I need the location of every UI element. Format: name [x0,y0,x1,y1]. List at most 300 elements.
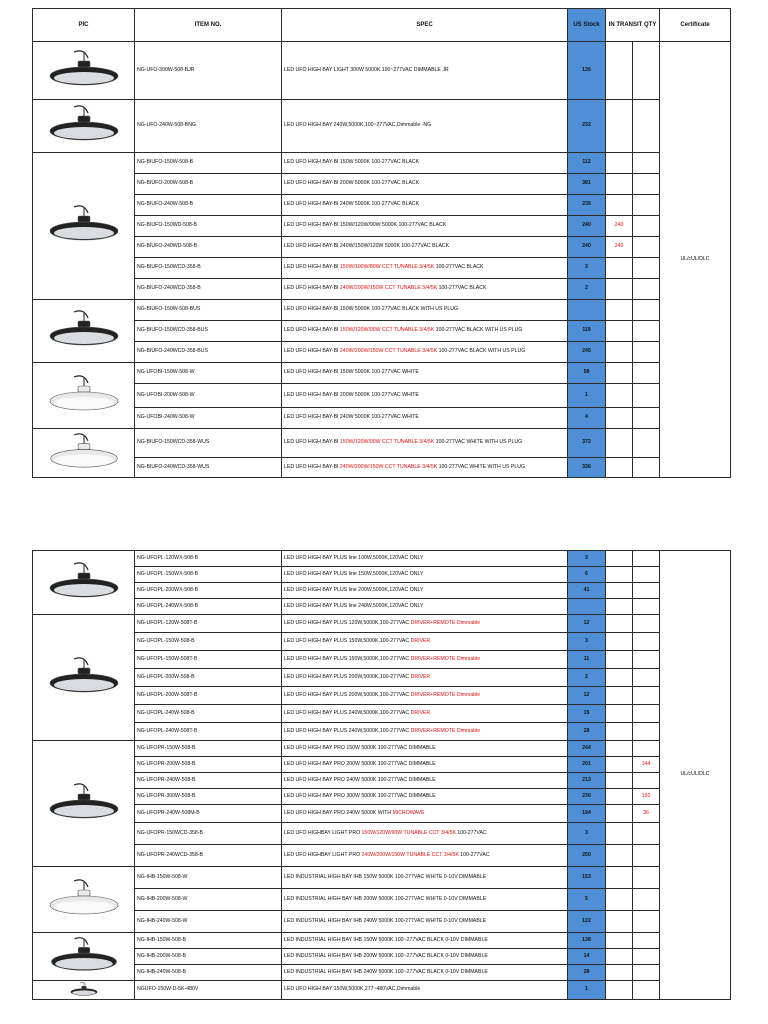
in-transit-qty [633,342,660,363]
spec-text: LED UFO HIGH BAY-BI [284,285,340,292]
item-number: NG-UFOPL-240W-508T-B [135,723,282,741]
item-number: NG-UFOPL-200W-508T-B [135,687,282,705]
spec: LED UFO HIGH BAY PRO 240W 5000K 100-277VAC DIMMABLE [282,773,568,789]
table-row [33,342,731,363]
spec [282,342,568,363]
in-transit-qty [633,100,660,153]
table-row [33,615,731,633]
table-row [33,216,731,237]
high-bay-light-icon [44,373,124,419]
in-transit-qty [633,195,660,216]
table-row [33,458,731,478]
in-transit-qty [606,889,633,911]
spec: LED UFO HIGH BAY PLUS line 240W,5000K,120VAC ONLY [282,599,568,615]
high-bay-light-icon [44,877,124,923]
us-stock: 41 [568,583,606,599]
item-number: NGUFO-150W-D-5K-480V [135,981,282,1000]
table-row [33,363,731,384]
in-transit-qty [606,599,633,615]
table-row [33,757,731,773]
in-transit-qty [633,279,660,300]
spec-text: LED UFO HIGH BAY PLUS 200W,5000K,100-277VAC [284,673,411,680]
us-stock: 12 [568,687,606,705]
item-number: NG-BIUFO-240WCD-358-BUS [135,342,282,363]
spec-highlight: 240W/200W/150W CCT TUNABLE 3/4/5K [339,463,438,470]
spec-text: 100-277VAC BLACK WITH US PLUG [437,348,526,355]
spec [282,429,568,458]
in-transit-qty [606,429,633,458]
item-number: NG-UFOPR-300W-508-B [135,789,282,805]
in-transit-qty [633,363,660,384]
product-table-1 [32,8,731,478]
in-transit-qty [633,300,660,321]
us-stock: 372 [568,429,606,458]
table-row [33,384,731,408]
item-number: NG-UFO-300W-508-BJR [135,42,282,100]
in-transit-qty [606,845,633,867]
table-row [33,279,731,300]
us-stock [568,599,606,615]
item-number: NG-UFOPL-120WX-508-B [135,551,282,567]
product-picture [33,42,135,100]
in-transit-qty [606,789,633,805]
spec: LED INDUSTRIAL HIGH BAY IHB 240W 5000K 100~277VAC BLACK 0-10V DIMMABLE [282,965,568,981]
us-stock: 3 [568,258,606,279]
item-number: NG-UFOPR-240WCD-358-B [135,845,282,867]
us-stock: 153 [568,867,606,889]
us-stock: 4 [568,408,606,429]
table-row [33,823,731,845]
spec: LED INDUSTRIAL HIGH BAY IHB 240W 5000K 100-277VAC WHITE 0-10V DIMMABLE [282,911,568,933]
in-transit-qty [606,100,633,153]
spec-highlight: 150W/120W/90W CCT TUNABLE 3/4/5K [339,327,435,334]
spec [282,615,568,633]
in-transit-qty [606,258,633,279]
us-stock: 3 [568,633,606,651]
us-stock: 245 [568,342,606,363]
header-pic: PIC [33,9,135,42]
in-transit-qty [633,384,660,408]
high-bay-light-icon [44,203,124,249]
spec-text: LED UFO HIGH BAY PLUS 150W,5000K,100-277VAC [284,655,411,662]
item-number: NG-UFOPR-150WCD-358-B [135,823,282,845]
us-stock: 244 [568,741,606,757]
in-transit-qty [606,911,633,933]
in-transit-qty: 240 [606,216,633,237]
high-bay-light-icon [44,431,124,476]
table-row [33,567,731,583]
in-transit-qty [606,42,633,100]
item-number: NG-UFOPL-120W-508T-B [135,615,282,633]
in-transit-qty [633,981,660,1000]
in-transit-qty [633,174,660,195]
spec [282,669,568,687]
item-number: NG-IHB-200W-508-W [135,889,282,911]
spec [282,279,568,300]
us-stock: 230 [568,789,606,805]
us-stock: 3 [568,823,606,845]
in-transit-qty [633,773,660,789]
spec: LED UFO HIGH BAY PLUS line 100W,5000K,120VAC ONLY [282,551,568,567]
spec-text: 100-277VAC [455,829,487,836]
spec: LED UFO HIGH BAY 240W,5000K,100~277VAC,Dimmable -NG [282,100,568,153]
in-transit-qty [606,805,633,823]
product-picture [33,867,135,933]
item-number: NG-UFOPL-150WX-508-B [135,567,282,583]
spec: LED UFO HIGH BAY-BI 150W 5000K 100-277VAC WHITE [282,363,568,384]
spec-highlight: DRIVER [410,709,431,716]
spec: LED UFO HIGH BAY-BI 200W 5000K 100-277VAC WHITE [282,384,568,408]
in-transit-qty [633,153,660,174]
in-transit-qty [633,669,660,687]
product-table-2 [32,550,731,1000]
us-stock: 235 [568,195,606,216]
table-row [33,773,731,789]
us-stock: 2 [568,279,606,300]
in-transit-qty [606,615,633,633]
spec-highlight: DRIVER+REMOTE Dimmable [410,619,481,626]
spec [282,823,568,845]
in-transit-qty [633,408,660,429]
spec: LED UFO HIGH BAY PRO 200W 5000K 100-277VAC DIMMABLE [282,757,568,773]
us-stock: 28 [568,965,606,981]
in-transit-qty [633,258,660,279]
table-row [33,723,731,741]
table-row [33,669,731,687]
item-number: NG-UFOPL-150W-508-B [135,633,282,651]
us-stock: 12 [568,615,606,633]
certificate: UL/cUL/DLC [660,42,731,478]
us-stock: 58 [568,363,606,384]
spec: LED INDUSTRIAL HIGH BAY IHB 150W 5000K 100-277VAC WHITE 0-10V DIMMABLE [282,867,568,889]
in-transit-qty [633,567,660,583]
in-transit-qty [606,965,633,981]
in-transit-qty [633,237,660,258]
item-number: NG-BIUFO-240WCD-358-WUS [135,458,282,478]
in-transit-qty [606,567,633,583]
us-stock: 240 [568,216,606,237]
us-stock: 381 [568,174,606,195]
us-stock: 119 [568,321,606,342]
spec [282,705,568,723]
table-row [33,805,731,823]
item-number: NG-IHB-240W-508-B [135,965,282,981]
high-bay-light-icon [44,935,124,979]
in-transit-qty: 150 [633,789,660,805]
us-stock: 240 [568,237,606,258]
header-in-transit: IN TRANSIT QTY [606,9,660,42]
in-transit-qty [606,384,633,408]
item-number: NG-UFOPL-200WX-508-B [135,583,282,599]
product-picture [33,153,135,300]
spec [282,687,568,705]
high-bay-light-icon [44,781,124,827]
us-stock: 1 [568,981,606,1000]
spec: LED UFO HIGH BAY LIGHT 300W 5000K 100~277VAC DIMMABLE JR [282,42,568,100]
spec-highlight: 150W/120W/90W TUNABLE CCT 3/4/5K [361,829,456,836]
table-row [33,300,731,321]
header-us-stock: US Stock [568,9,606,42]
spec [282,845,568,867]
spec [282,723,568,741]
table-row [33,981,731,1000]
item-number: NG-BIUFO-150W-508-B [135,153,282,174]
high-bay-light-icon [44,560,124,606]
spec-highlight: 240W/200W/150W TUNABLE CCT 3/4/5K [361,851,459,858]
in-transit-qty [633,741,660,757]
product-picture [33,363,135,429]
table-row [33,174,731,195]
us-stock [568,300,606,321]
table-row [33,153,731,174]
in-transit-qty [606,723,633,741]
us-stock: 28 [568,723,606,741]
us-stock: 136 [568,42,606,100]
in-transit-qty [606,669,633,687]
in-transit-qty [633,583,660,599]
item-number: NG-UFOPR-150W-508-B [135,741,282,757]
spec-text: LED UFO HIGH BAY PLUS 120W,5000K,100-277VAC [284,619,411,626]
table-row [33,599,731,615]
us-stock: 250 [568,845,606,867]
spec-text: LED UFO HIGH BAY-BI [284,264,340,271]
header-spec: SPEC [282,9,568,42]
spec-highlight: DRIVER [410,673,431,680]
high-bay-light-icon [44,981,124,999]
us-stock: 3 [568,551,606,567]
item-number: NG-BIUFO-150W-508-BUS [135,300,282,321]
high-bay-light-icon [44,655,124,701]
table-row [33,705,731,723]
in-transit-qty [633,687,660,705]
certificate: UL/cUL/DLC [660,551,731,1000]
table-row [33,867,731,889]
product-picture [33,981,135,1000]
table-row [33,965,731,981]
in-transit-qty [633,458,660,478]
spec [282,258,568,279]
in-transit-qty [633,933,660,949]
item-number: NG-IHB-150W-508-B [135,933,282,949]
in-transit-qty: 240 [606,237,633,258]
us-stock: 112 [568,153,606,174]
high-bay-light-icon [44,308,124,354]
table-row [33,633,731,651]
spec [282,651,568,669]
item-number: NG-UFOPL-240WX-508-B [135,599,282,615]
table-row [33,949,731,965]
spec: LED UFO HIGH BAY-BI 240W 5000K 100-277VAC WHITE [282,408,568,429]
us-stock: 232 [568,100,606,153]
spec-highlight: DRIVER+REMOTE Dimmable [410,691,481,698]
us-stock: 1 [568,384,606,408]
spec-text: LED UFO HIGH BAY PLUS 200W,5000K,100-277VAC [284,691,411,698]
in-transit-qty [606,981,633,1000]
spec: LED UFO HIGH BAY-BI 240W/150W/120W 5000K 100-277VAC BLACK [282,237,568,258]
in-transit-qty: 144 [633,757,660,773]
table-row [33,195,731,216]
in-transit-qty [606,363,633,384]
header-certificate: Certificate [660,9,731,42]
item-number: NG-BIUFO-150WCD-358-B [135,258,282,279]
us-stock: 14 [568,949,606,965]
in-transit-qty [606,342,633,363]
spec: LED UFO HIGH BAY PLUS line 200W,5000K,120VAC ONLY [282,583,568,599]
spec-highlight: 150W/120W/90W CCT TUNABLE 3/4/5K [339,439,435,446]
item-number: NG-IHB-200W-508-B [135,949,282,965]
in-transit-qty [633,845,660,867]
spec-text: LED UFO HIGHBAY LIGHT PRO [284,851,362,858]
in-transit-qty [606,458,633,478]
item-number: NG-BIUFO-240W-508-B [135,195,282,216]
in-transit-qty [633,551,660,567]
spec: LED UFO HIGH BAY PRO 150W 5000K 100-277VAC DIMMABLE [282,741,568,757]
item-number: NG-IHB-240W-508-W [135,911,282,933]
item-number: NG-BIUFO-200W-508-B [135,174,282,195]
table-row [33,321,731,342]
in-transit-qty [606,773,633,789]
spec [282,321,568,342]
table-row [33,933,731,949]
item-number: NG-BIUFO-150WCD-358-WUS [135,429,282,458]
in-transit-qty [606,741,633,757]
table-row [33,889,731,911]
item-number: NG-UFOBI-200W-508-W [135,384,282,408]
spec-text: LED UFO HIGH BAY-BI [284,327,340,334]
spec: LED UFO HIGH BAY PLUS line 150W,5000K,120VAC ONLY [282,567,568,583]
us-stock: 15 [568,705,606,723]
table-row [33,429,731,458]
spec-highlight: DRIVER+REMOTE Dimmable [410,727,481,734]
spec-text: LED UFO HIGH BAY-BI [284,439,340,446]
in-transit-qty [633,651,660,669]
in-transit-qty [633,889,660,911]
table-row [33,845,731,867]
in-transit-qty [633,867,660,889]
spec-highlight: MICROWAVE [392,809,425,816]
table-row [33,789,731,805]
spec-highlight: DRIVER+REMOTE Dimmable [410,655,481,662]
table-row [33,237,731,258]
in-transit-qty [606,705,633,723]
item-number: NG-UFO-240W-508-BNG [135,100,282,153]
product-picture [33,741,135,867]
product-picture [33,615,135,741]
in-transit-qty [606,300,633,321]
table-row [33,258,731,279]
spec-text: 100-277VAC WHITE WITH US PLUG [437,463,526,470]
in-transit-qty: 36 [633,805,660,823]
item-number: NG-BIUFO-240WD-508-B [135,237,282,258]
in-transit-qty [633,599,660,615]
spec: LED UFO HIGH BAY-BI 150W 5000K 100-277VAC BLACK WITH US PLUG [282,300,568,321]
spec-text: LED UFO HIGH BAY-BI [284,463,340,470]
us-stock: 201 [568,757,606,773]
us-stock: 194 [568,805,606,823]
spec: LED UFO HIGH BAY PRO 300W 5000K 100-277VAC DIMMABLE [282,789,568,805]
spec-highlight: 150W/100W/80W CCT TUNABLE 3/4/5K [339,264,435,271]
spec [282,458,568,478]
product-picture [33,551,135,615]
item-number: NG-BIUFO-150WCD-358-BUS [135,321,282,342]
in-transit-qty [633,705,660,723]
table-row [33,42,731,100]
in-transit-qty [606,279,633,300]
us-stock: 213 [568,773,606,789]
spec: LED INDUSTRIAL HIGH BAY IHB 200W 5000K 100-277VAC WHITE 0-10V DIMMABLE [282,889,568,911]
in-transit-qty [606,633,633,651]
in-transit-qty [606,687,633,705]
spec-text: LED UFO HIGH BAY PLUS 240W,5000K,100-277VAC [284,727,411,734]
in-transit-qty [633,965,660,981]
item-number: NG-UFOPL-150W-508T-B [135,651,282,669]
in-transit-qty [606,867,633,889]
spec-text: LED UFO HIGHBAY LIGHT PRO [284,829,362,836]
table-row [33,687,731,705]
in-transit-qty [633,42,660,100]
table-row [33,100,731,153]
in-transit-qty [606,153,633,174]
product-picture [33,933,135,981]
in-transit-qty [633,615,660,633]
in-transit-qty [606,933,633,949]
item-number: NG-UFOPL-240W-508-B [135,705,282,723]
high-bay-light-icon [44,48,124,94]
us-stock: 5 [568,889,606,911]
spec-text: 100-277VAC BLACK [434,264,484,271]
item-number: NG-UFOPR-200W-508-B [135,757,282,773]
in-transit-qty [633,723,660,741]
in-transit-qty [606,651,633,669]
in-transit-qty [633,321,660,342]
in-transit-qty [633,949,660,965]
spec-text: 100-277VAC BLACK WITH US PLUG [434,327,523,334]
spec: LED UFO HIGH BAY-BI 200W 5000K 100-277VAC BLACK [282,174,568,195]
in-transit-qty [606,321,633,342]
spec-highlight: 240W/200W/150W CCT TUNABLE 3/4/5K [339,348,438,355]
in-transit-qty [606,551,633,567]
table-row [33,911,731,933]
in-transit-qty [606,195,633,216]
spec: LED INDUSTRIAL HIGH BAY IHB 150W 5000K 100~277VAC BLACK 0-10V DIMMABLE [282,933,568,949]
table-row [33,551,731,567]
us-stock: 138 [568,933,606,949]
in-transit-qty [633,633,660,651]
spec: LED UFO HIGH BAY-BI 150W/120W/90W 5000K 100-277VAC BLACK [282,216,568,237]
us-stock: 6 [568,567,606,583]
item-number: NG-UFOPR-240W-508M-B [135,805,282,823]
spec-highlight: 240W/200W/150W CCT TUNABLE 3/4/5K [339,285,438,292]
spec-text: 100-277VAC BLACK [437,285,487,292]
in-transit-qty [633,429,660,458]
in-transit-qty [606,949,633,965]
item-number: NG-BIUFO-150WD-508-B [135,216,282,237]
high-bay-light-icon [44,103,124,149]
item-number: NG-UFOBI-150W-508-W [135,363,282,384]
table-row [33,651,731,669]
in-transit-qty [606,408,633,429]
table-row [33,583,731,599]
spec-text: LED UFO HIGH BAY-BI [284,348,340,355]
us-stock: 336 [568,458,606,478]
in-transit-qty [606,174,633,195]
spec: LED UFO HIGH BAY-BI 150W 5000K 100-277VAC BLACK [282,153,568,174]
spec: LED UFO HIGH BAY 150W,5000K,277~480VAC,Dimmable [282,981,568,1000]
spec: LED INDUSTRIAL HIGH BAY IHB 200W 5000K 100~277VAC BLACK 0-10V DIMMABLE [282,949,568,965]
in-transit-qty [633,216,660,237]
spec [282,805,568,823]
in-transit-qty [606,583,633,599]
